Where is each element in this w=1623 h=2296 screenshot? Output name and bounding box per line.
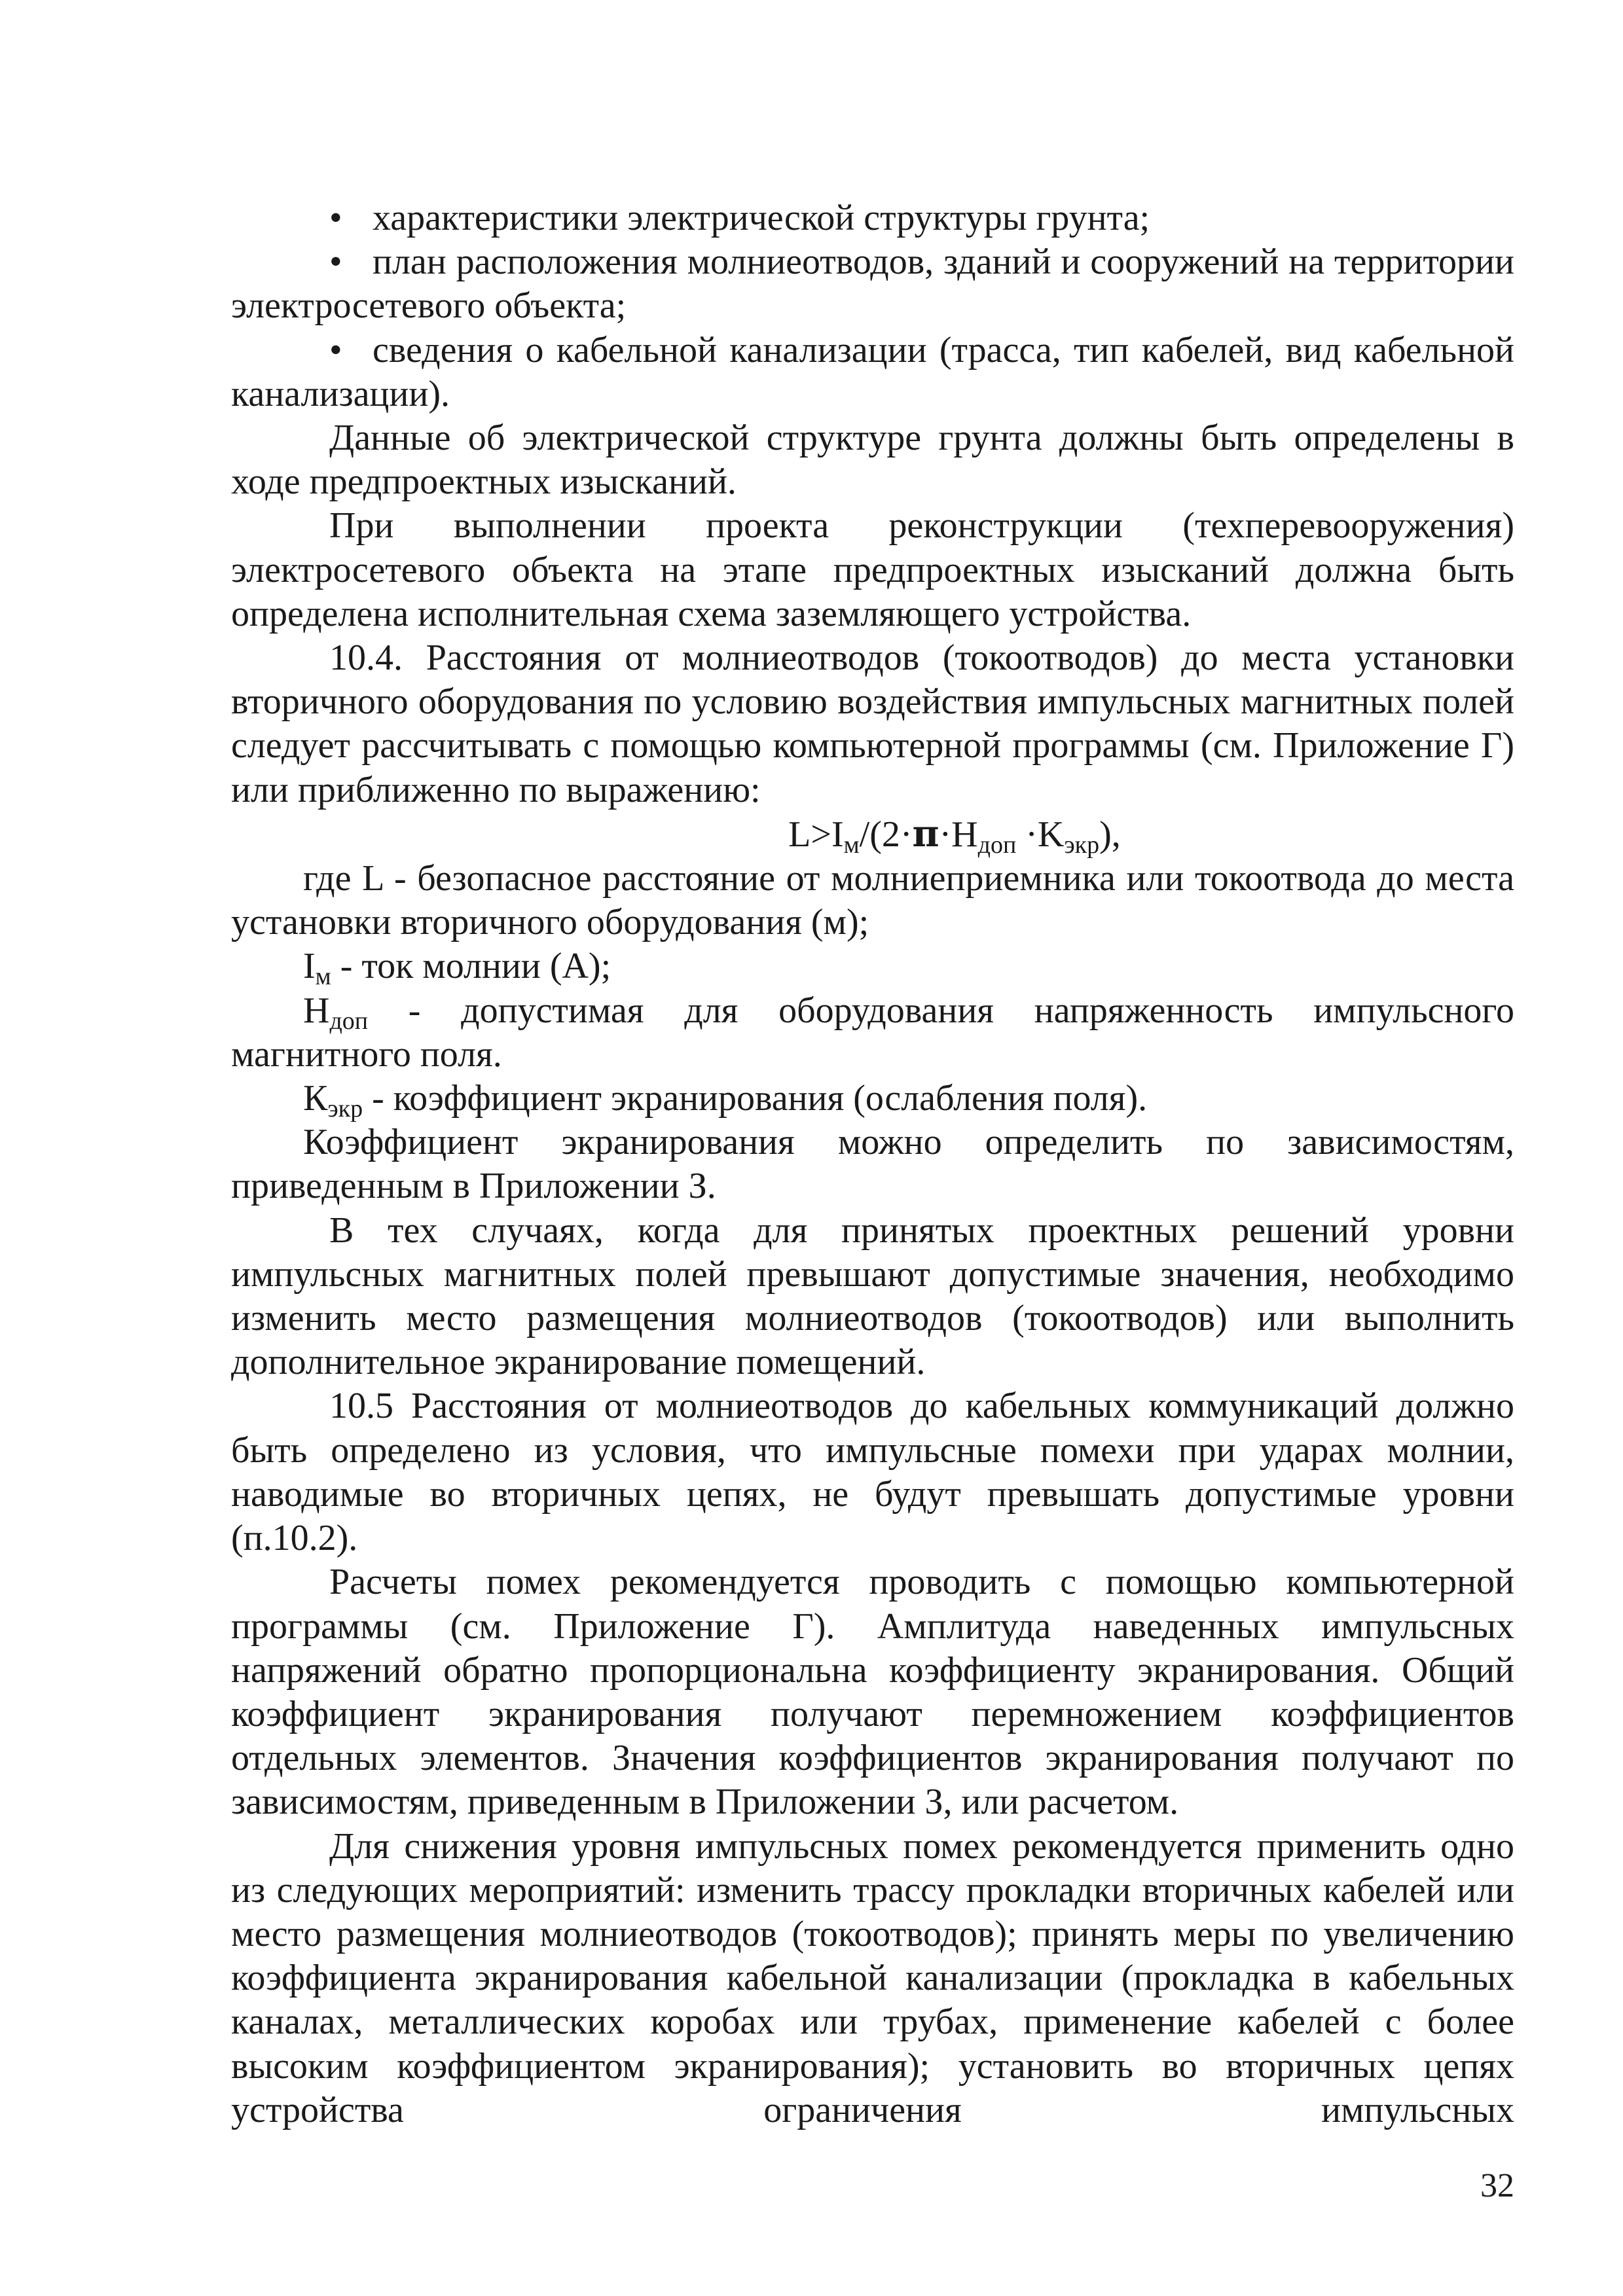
bullet-item bbox=[231, 240, 1514, 328]
definition-kekr bbox=[231, 1077, 1514, 1121]
page-number: 32 bbox=[1480, 2167, 1514, 2204]
symbol-subscript: м bbox=[315, 963, 331, 991]
formula-subscript: доп bbox=[977, 831, 1017, 859]
bullet-item bbox=[231, 196, 1514, 240]
paragraph: 10.5 Расстояния от молниеотводов до кабельных коммуникаций должно быть определено из условия, что импульсные помехи при ударах молнии, наводимые во вторичных цепях, не будут превышать допустимые уровни (п.10.2). bbox=[231, 1386, 1514, 1559]
paragraph: Для снижения уровня импульсных помех рекомендуется применить одно из следующих мероприятий: изменить трассу прокладки вторичных кабелей или место размещения молниеотводов (токоотводов); принять меры по увеличению коэффициента экранирования кабельной канализации (прокладка в кабельных каналах, металлических коробах или трубах, применение кабелей с более высоким коэффициентом экранирования); установить во вторичных цепях устройства ограничения импульсных bbox=[231, 1825, 1514, 2130]
paragraph: 10.4. Расстояния от молниеотводов (токоотводов) до места установки вторичного оборудования по условию воздействия импульсных магнитных полей следует рассчитывать с помощью компьютерной программы (см. Приложение Г) или приближенно по выражению: bbox=[231, 637, 1514, 810]
definition-l: где L - безопасное расстояние от молниеприемника или токоотвода до места установки вторичного оборудования (м); bbox=[231, 858, 1514, 943]
bullet-marker: • bbox=[329, 329, 342, 370]
formula-text: ·H bbox=[939, 814, 978, 855]
bullet-text: сведения о кабельной канализации (трасса, тип кабелей, вид кабельной канализации). bbox=[231, 329, 1514, 414]
formula-pi: π bbox=[912, 812, 939, 855]
bullet-marker: • bbox=[329, 242, 342, 283]
formula-subscript: экр bbox=[1064, 831, 1100, 859]
definition-hdop bbox=[231, 989, 1514, 1077]
paragraph: Расчеты помех рекомендуется проводить с помощью компьютерной программы (см. Приложение Г). Амплитуда наведенных импульсных напряжений обратно пропорциональна коэффициенту экранирования. Общий коэффициент экранирования получают перемножением коэффициентов отдельных элементов. Значения коэффициентов экранирования получают по зависимостям, приведенным в Приложении З, или расчетом. bbox=[231, 1562, 1514, 1823]
paragraph: В тех случаях, когда для принятых проектных решений уровни импульсных магнитных полей превышают допустимые значения, необходимо изменить место размещения молниеотводов (токоотводов) или выполнить дополнительное экранирование помещений. bbox=[231, 1210, 1514, 1383]
bullet-text: план расположения молниеотводов, зданий и сооружений на территории электросетевого объекта; bbox=[231, 242, 1514, 327]
bullet-text: характеристики электрической структуры грунта; bbox=[373, 198, 1150, 238]
bullet-marker: • bbox=[329, 198, 342, 238]
formula-text: ), bbox=[1099, 814, 1121, 855]
formula bbox=[231, 812, 1514, 857]
document-page bbox=[231, 196, 1514, 2132]
symbol: Н bbox=[303, 990, 330, 1031]
paragraph: При выполнении проекта реконструкции (техперевооружения) электросетевого объекта на этапе предпроектных изысканий должна быть определена исполнительная схема заземляющего устройства. bbox=[231, 505, 1514, 634]
paragraph: Коэффициент экранирования можно определить по зависимостям, приведенным в Приложении З. bbox=[231, 1122, 1514, 1207]
definition-text: - коэффициент экранирования (ослабления поля). bbox=[363, 1078, 1148, 1119]
definition-im bbox=[231, 944, 1514, 991]
symbol-subscript: доп bbox=[329, 1007, 369, 1035]
bullet-item bbox=[231, 329, 1514, 416]
formula-text: L>I bbox=[788, 814, 844, 855]
definition-text: - допустимая для оборудования напряженность импульсного магнитного поля. bbox=[231, 990, 1514, 1075]
formula-text: ·K bbox=[1016, 814, 1065, 855]
symbol-subscript: экр bbox=[327, 1095, 363, 1123]
formula-text: /(2· bbox=[859, 814, 913, 855]
formula-subscript: м bbox=[843, 831, 860, 859]
symbol: I bbox=[303, 946, 316, 987]
symbol: К bbox=[303, 1078, 328, 1119]
paragraph: Данные об электрической структуре грунта должны быть определены в ходе предпроектных изысканий. bbox=[231, 418, 1514, 503]
definition-text: - ток молнии (А); bbox=[331, 946, 611, 987]
